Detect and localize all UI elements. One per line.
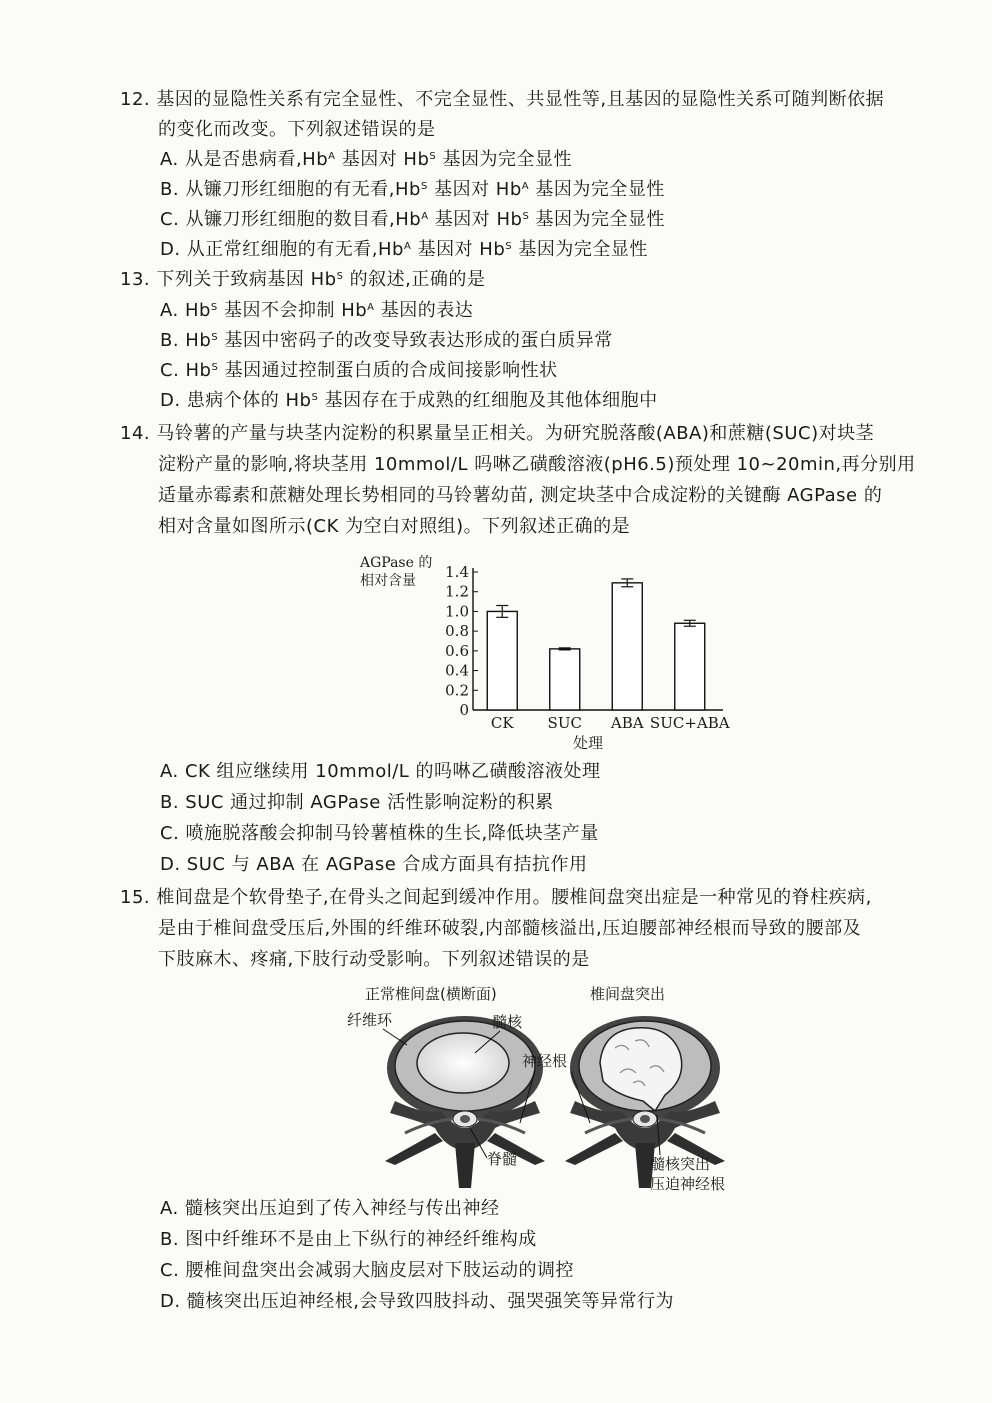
q15-number: 15. [120, 887, 151, 908]
x-tick-label: ABA [610, 714, 644, 732]
q14-stem-line3: 适量赤霉素和蔗糖处理长势相同的马铃薯幼苗, 测定块茎中合成淀粉的关键酶 AGPase 的 [158, 485, 883, 506]
bar-ck [487, 611, 517, 710]
label-spinal-cord: 脊髓 [487, 1150, 518, 1168]
q12-option-d: D. 从正常红细胞的有无看$,Hb^A$ 基因对 $Hb^S$ 基因为完全显性 [160, 239, 648, 260]
q15-option-c: C. 腰椎间盘突出会减弱大脑皮层对下肢运动的调控 [160, 1260, 575, 1281]
q15-stem-line1: 15. 椎间盘是个软骨垫子,在骨头之间起到缓冲作用。腰椎间盘突出症是一种常见的脊柱疾病, [120, 887, 872, 908]
y-tick-label: 0.8 [445, 622, 469, 641]
y-axis-label-line2: 相对含量 [360, 573, 416, 589]
y-tick-label: 0.6 [445, 641, 469, 660]
agpase-bar-chart [355, 548, 735, 753]
x-tick-label: SUC [547, 714, 582, 732]
q14-option-c: C. 喷施脱落酸会抑制马铃薯植株的生长,降低块茎产量 [160, 823, 599, 844]
q13-option-a: A. $Hb^S$ 基因不会抑制 $Hb^A$ 基因的表达 [160, 300, 474, 321]
q12-option-a: A. 从是否患病看$,Hb^A$ 基因对 $Hb^S$ 基因为完全显性 [160, 149, 572, 170]
q13-option-c: C. $Hb^S$ 基因通过控制蛋白质的合成间接影响性状 [160, 360, 558, 381]
q14-stem-line2: 淀粉产量的影响,将块茎用 10mmol/L 吗啉乙磺酸溶液(pH6.5)预处理 10~20min,再分别用 [158, 454, 916, 475]
q13-option-b: B. $Hb^S$ 基因中密码子的改变导致表达形成的蛋白质异常 [160, 330, 613, 351]
q12-stem-line1 [120, 88, 884, 112]
y-tick-label: 1.4 [445, 563, 469, 581]
q15-option-b: B. 图中纤维环不是由上下纵行的神经纤维构成 [160, 1229, 537, 1250]
x-axis-label: 处理 [572, 734, 604, 752]
figure-title-herniated: 椎间盘突出 [590, 985, 666, 1003]
q12-stem-line2: 的变化而改变。下列叙述错误的是 [158, 119, 436, 140]
label-herniation-line2: 压迫神经根 [650, 1175, 726, 1193]
bar-suc-aba [675, 623, 705, 710]
label-nerve-root: 神经根 [522, 1052, 568, 1070]
q13-stem: 13. 下列关于致病基因 $Hb^S$ 的叙述,正确的是 [120, 269, 486, 290]
q14-stem-line4: 相对含量如图所示(CK 为空白对照组)。下列叙述正确的是 [158, 516, 631, 537]
y-axis-label-line1: AGPase 的 [360, 555, 433, 571]
q12-number: 12. [120, 89, 151, 110]
figure-title-normal: 正常椎间盘(横断面) [365, 985, 497, 1003]
q14-number: 14. [120, 423, 151, 444]
q15-stem-line3: 下肢麻木、疼痛,下肢行动受影响。下列叙述错误的是 [158, 949, 590, 970]
x-tick-label: CK [490, 714, 514, 732]
bar-suc [550, 649, 580, 710]
label-herniation-line1: 髓核突出 [650, 1155, 711, 1173]
q15-option-d: D. 髓核突出压迫神经根,会导致四肢抖动、强哭强笑等异常行为 [160, 1291, 675, 1312]
intervertebral-disc-figure [335, 983, 755, 1198]
q14-stem-line1: 14. 马铃薯的产量与块茎内淀粉的积累量呈正相关。为研究脱落酸(ABA)和蔗糖(SUC)对块茎 [120, 423, 875, 444]
q14-option-a: A. CK 组应继续用 10mmol/L 的吗啉乙磺酸溶液处理 [160, 761, 601, 782]
y-tick-label: 0 [459, 701, 469, 719]
y-tick-label: 1.0 [445, 602, 469, 621]
q14-option-b: B. SUC 通过抑制 AGPase 活性影响淀粉的积累 [160, 792, 554, 813]
y-tick-label: 0.2 [445, 681, 469, 700]
q13-option-d: D. 患病个体的 $Hb^S$ 基因存在于成熟的红细胞及其他体细胞中 [160, 390, 658, 411]
q15-stem-line2: 是由于椎间盘受压后,外围的纤维环破裂,内部髓核溢出,压迫腰部神经根而导致的腰部及 [158, 918, 862, 939]
q13-number: 13. [120, 269, 151, 290]
q15-option-a: A. 髓核突出压迫到了传入神经与传出神经 [160, 1198, 500, 1219]
x-tick-label: SUC+ABA [649, 714, 730, 732]
normal-disc-illustration [385, 1016, 545, 1188]
y-tick-label: 0.4 [445, 661, 469, 680]
q12-option-b: B. 从镰刀形红细胞的有无看$,Hb^S$ 基因对 $Hb^A$ 基因为完全显性 [160, 179, 665, 200]
label-annulus: 纤维环 [347, 1011, 393, 1029]
q12-stem-text1: 基因的显隐性关系有完全显性、不完全显性、共显性等,且基因的显隐性关系可随判断依据 [156, 89, 885, 110]
q14-option-d: D. SUC 与 ABA 在 AGPase 合成方面具有拮抗作用 [160, 854, 588, 875]
label-nucleus: 髓核 [492, 1013, 523, 1031]
bar-aba [612, 583, 642, 710]
q12-option-c: C. 从镰刀形红细胞的数目看$,Hb^A$ 基因对 $Hb^S$ 基因为完全显性 [160, 209, 666, 230]
y-tick-label: 1.2 [445, 582, 469, 601]
